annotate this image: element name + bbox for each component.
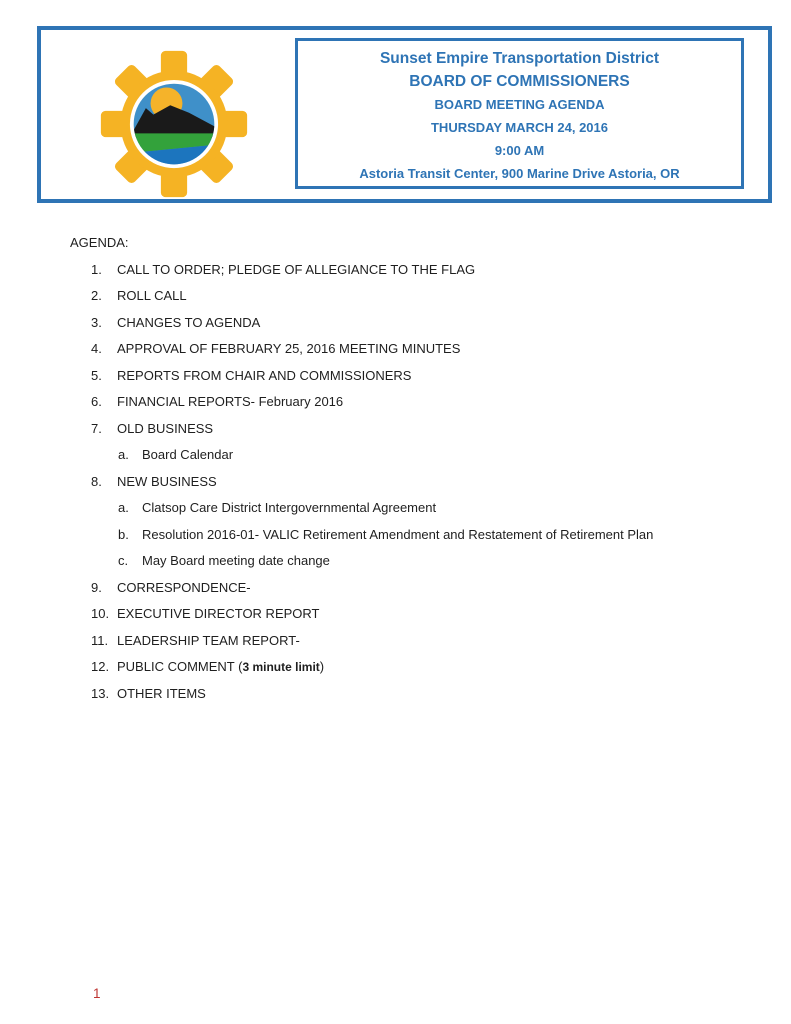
item-text: REPORTS FROM CHAIR AND COMMISSIONERS [117,367,412,383]
doc-type: BOARD MEETING AGENDA [434,97,605,112]
item-text: OLD BUSINESS [117,420,214,436]
agenda-subitem [70,554,750,568]
item-number: a. [118,447,129,462]
agenda-item [70,581,750,595]
agenda-subitem [70,448,750,462]
agenda-item [70,475,750,489]
agenda-item [70,607,750,621]
item-number: a. [118,500,129,515]
item-number: 12. [91,659,110,674]
item-number: 6. [91,394,102,409]
item-number: 11. [91,632,109,648]
item-text: PUBLIC COMMENT (3 minute limit) [117,659,325,674]
board-line: BOARD OF COMMISSIONERS [409,73,630,90]
sunset-empire-gear-logo-icon [99,49,249,199]
item-text: Resolution 2016-01- VALIC Retirement Amendment and Restatement of Retirement Plan [142,526,654,542]
item-text: CALL TO ORDER; PLEDGE OF ALLEGIANCE TO THE FLAG [117,261,476,277]
item-number: 9. [91,579,102,595]
item-number: 13. [91,685,110,701]
agenda-item [70,634,750,648]
item-text: NEW BUSINESS [117,473,217,489]
meeting-date: THURSDAY MARCH 24, 2016 [430,120,608,135]
header-box [37,26,772,203]
agenda-item [70,289,750,303]
agenda-item [70,687,750,701]
agenda-item [70,316,750,330]
item-number: 7. [91,420,102,436]
agenda-item [70,395,750,409]
item-number: 8. [91,473,102,489]
meeting-time: 9:00 AM [494,143,545,158]
agenda-list [70,263,750,701]
item-text: FINANCIAL REPORTS- February 2016 [117,394,344,409]
item-number: 4. [91,341,102,356]
item-text: EXECUTIVE DIRECTOR REPORT [117,606,320,621]
item-text: May Board meeting date change [142,553,330,568]
agenda-subitem [70,501,750,515]
agenda-item [70,342,750,356]
item-number: 5. [91,367,102,383]
item-number: 2. [91,288,102,303]
item-number: b. [118,526,129,542]
item-text: Board Calendar [142,447,234,462]
page-number: 1 [93,986,101,1001]
agenda-item [70,422,750,436]
agenda-subitem [70,528,750,542]
item-text: CORRESPONDENCE- [117,579,251,595]
agenda-section [70,236,750,713]
item-text: OTHER ITEMS [117,685,206,701]
item-number: 1. [91,261,102,277]
agenda-item [70,660,750,674]
header-title-box [295,38,744,189]
item-number: 10. [91,606,110,621]
agenda-heading: AGENDA: [70,235,129,250]
agenda-item [70,369,750,383]
item-text: Clatsop Care District Intergovernmental Agreement [142,500,437,515]
meeting-place: Astoria Transit Center, 900 Marine Drive Astoria, OR [359,166,680,181]
item-text: ROLL CALL [117,288,187,303]
org-name: Sunset Empire Transportation District [379,50,660,67]
item-text: APPROVAL OF FEBRUARY 25, 2016 MEETING MINUTES [117,341,461,356]
item-number: 3. [91,314,102,330]
item-text: LEADERSHIP TEAM REPORT- [117,632,300,648]
item-text: CHANGES TO AGENDA [117,314,261,330]
item-number: c. [118,553,129,568]
agenda-item [70,263,750,277]
item-bold-note: 3 minute limit [242,660,320,674]
